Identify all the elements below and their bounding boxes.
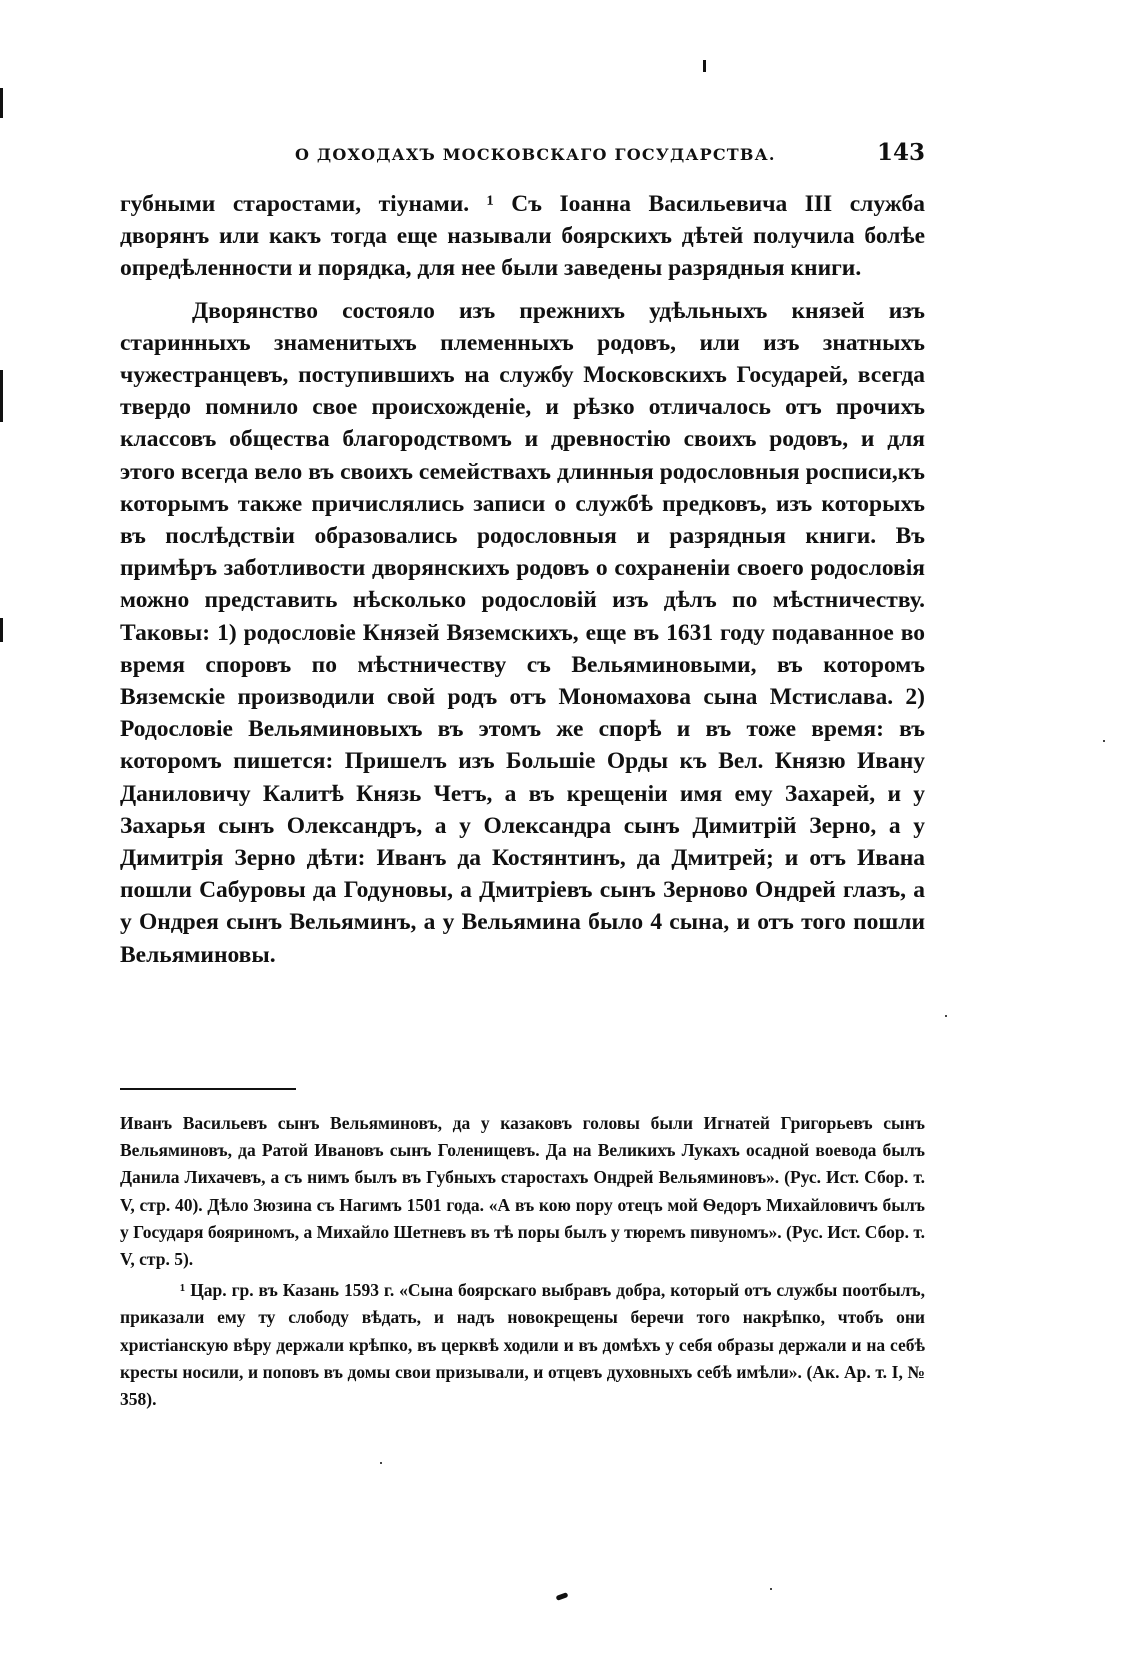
page-number: 143 <box>876 139 925 166</box>
scan-artifact <box>556 1592 569 1601</box>
footnote-text: Цар. гр. въ Казань 1593 г. «Сына боярскаго выбравъ добра, который отъ службы поотбылъ, приказали ему ту слободу вѣдать, и надъ новокрещены беречи того накрѣпко, чтобъ они христіанскую вѣру держали крѣпко, въ церквѣ ходили и въ домѣхъ у себя образы держали и на себѣ кресты носили, и поповъ въ домы свои призывали, и отцевъ духовныхъ себѣ имѣли». (Ак. Ар. т. I, № 358). <box>120 1280 926 1410</box>
main-text <box>120 188 925 971</box>
scan-artifact <box>1103 740 1105 742</box>
scan-artifact <box>703 60 706 72</box>
footnote-marker: ¹ <box>180 1280 186 1301</box>
scan-artifact <box>770 1588 772 1590</box>
scan-artifact <box>0 618 3 642</box>
footnote-continuation: Иванъ Васильевъ сынъ Вельяминовъ, да у казаковъ головы были Игнатей Григорьевъ сынъ Вельяминовъ, да Ратой Ивановъ сынъ Голенищевъ. Да на Великихъ Лукахъ осадной воевода былъ Данила Лихачевъ, а съ нимъ былъ въ Губныхъ старостахъ Ондрей Вельяминовъ». (Рус. Ист. Сбор. т. V, стр. 40). Дѣло Зюзина съ Нагимъ 1501 года. «А въ кою пору отецъ мой Ѳедоръ Михайловичъ былъ у Государя бояриномъ, а Михайло Шетневъ въ тѣ поры былъ у тюремъ пивуномъ». (Рус. Ист. Сбор. т. V, стр. 5). <box>120 1113 925 1270</box>
scan-artifact <box>945 1015 947 1017</box>
footnotes <box>120 1110 925 1413</box>
paragraph: губными старостами, тіунами. ¹ Съ Іоанна Васильевича III служба дворянъ или какъ тогда еще называли боярскихъ дѣтей получила болѣе опредѣленности и порядка, для нее были заведены разрядныя книги. <box>120 191 925 282</box>
footnote-separator <box>120 1088 296 1090</box>
running-title: О ДОХОДАХЪ МОСКОВСКАГО ГОСУДАРСТВА. <box>295 145 776 164</box>
footnote <box>120 1277 925 1413</box>
running-head <box>120 141 925 171</box>
scan-artifact <box>0 370 3 422</box>
scan-artifact <box>380 1462 382 1464</box>
paragraph: Дворянство состояло изъ прежнихъ удѣльныхъ князей изъ старинныхъ знаменитыхъ племенныхъ родовъ, или изъ знатныхъ чужестранцевъ, поступившихъ на службу Московскихъ Государей, всегда твердо помнило свое происхожденіе, и рѣзко отличалось отъ прочихъ классовъ общества благородствомъ и древностію своихъ родовъ, и для этого всегда вело въ своихъ семействахъ длинныя родословныя росписи,къ которымъ также причислялись записи о службѣ предковъ, изъ которыхъ въ послѣдствіи образовались родословныя и разрядныя книги. Въ примѣръ заботливости дворянскихъ родовъ о сохраненіи своего родословія можно представить нѣсколько родословій изъ дѣлъ по мѣстничеству. Таковы: 1) родословіе Князей Вяземскихъ, еще въ 1631 году подаванное во время споровъ по мѣстничеству съ Вельяминовыми, въ которомъ Вяземскіе производили свой родъ отъ Мономахова сына Мстислава. 2) Родословіе Вельяминовыхъ въ этомъ же спорѣ и въ тоже время: въ которомъ пишется: Пришелъ изъ Большіе Орды къ Вел. Князю Ивану Даниловичу Калитѣ Князь Четъ, а въ крещеніи имя ему Захарей, и у Захарья сынъ Олександръ, а у Олександра сынъ Димитрій Зерно, а у Димитрія Зерно дѣти: Иванъ да Костянтинъ, да Дмитрей; и отъ Ивана пошли Сабуровы да Годуновы, а Дмитріевъ сынъ Зерново Ондрей глазъ, а у Ондрея сынъ Вельяминъ, а у Вельямина было 4 сына, и отъ того пошли Вельяминовы. <box>120 297 925 968</box>
scan-artifact <box>0 88 3 118</box>
